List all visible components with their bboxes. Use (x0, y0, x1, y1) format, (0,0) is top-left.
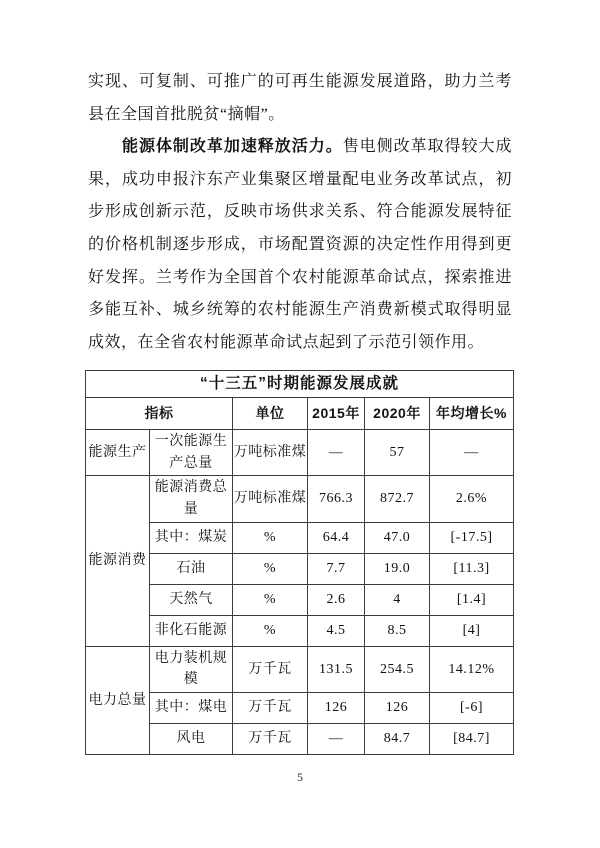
table-row (86, 476, 514, 522)
value-2020-cell: 84.7 (365, 724, 430, 755)
growth-cell: [1.4] (430, 584, 514, 615)
value-2020-cell: 4 (365, 584, 430, 615)
paragraph-line (88, 131, 512, 164)
column-header-unit: 单位 (233, 398, 308, 430)
paragraph-line: 实现、可复制、可推广的可再生能源发展道路，助力兰考 (88, 73, 512, 90)
page-number: 5 (297, 770, 303, 784)
column-header-2015: 2015年 (308, 398, 365, 430)
value-2020-cell: 19.0 (365, 553, 430, 584)
paragraph-text: 售电侧改革取得较大成 (342, 138, 512, 156)
group-cell-energy-consumption: 能源消费 (86, 476, 150, 646)
table-row (86, 615, 514, 646)
table-title-row (86, 371, 514, 398)
table-row (86, 693, 514, 724)
indicator-cell: 一次能源生产总量 (150, 430, 233, 476)
growth-cell: [84.7] (430, 724, 514, 755)
group-cell-power-total: 电力总量 (86, 646, 150, 754)
paragraph-line: 多能互补、城乡统筹的农村能源生产消费新模式取得明显 (88, 301, 512, 319)
table-row (86, 430, 514, 476)
paragraph-line: 好发挥。兰考作为全国首个农村能源革命试点，探索推进 (88, 268, 512, 286)
growth-cell: 2.6% (430, 476, 514, 522)
value-2015-cell: — (308, 724, 365, 755)
table-row (86, 646, 514, 692)
paragraph-line: 县在全国首批脱贫“摘帽”。 (88, 105, 285, 123)
value-2015-cell: 126 (308, 693, 365, 724)
value-2020-cell: 254.5 (365, 646, 430, 692)
table-row (86, 584, 514, 615)
indicator-cell: 能源消费总量 (150, 476, 233, 522)
unit-cell: % (233, 553, 308, 584)
growth-cell: [-17.5] (430, 522, 514, 553)
paragraph-line: 的价格机制逐步形成，市场配置资源的决定性作用得到更 (88, 235, 512, 253)
unit-cell: % (233, 522, 308, 553)
indicator-cell: 电力装机规模 (150, 646, 233, 692)
paragraph-line: 果，成功申报汴东产业集聚区增量配电业务改革试点，初 (88, 170, 512, 188)
table-row (86, 724, 514, 755)
column-header-growth: 年均增长% (430, 398, 514, 430)
value-2015-cell: 131.5 (308, 646, 365, 692)
growth-cell: [-6] (430, 693, 514, 724)
column-header-2020: 2020年 (365, 398, 430, 430)
indicator-cell: 天然气 (150, 584, 233, 615)
growth-cell: — (430, 430, 514, 476)
group-cell-energy-production: 能源生产 (86, 430, 150, 476)
unit-cell: 万千瓦 (233, 693, 308, 724)
value-2020-cell: 47.0 (365, 522, 430, 553)
value-2020-cell: 57 (365, 430, 430, 476)
achievements-table (85, 370, 514, 755)
table-row (86, 522, 514, 553)
indicator-cell: 石油 (150, 553, 233, 584)
growth-cell: 14.12% (430, 646, 514, 692)
unit-cell: 万千瓦 (233, 724, 308, 755)
indicator-cell: 其中：煤电 (150, 693, 233, 724)
column-header-indicator: 指标 (86, 398, 233, 430)
paragraph-line: 成效，在全省农村能源革命试点起到了示范引领作用。 (88, 333, 485, 351)
value-2015-cell: 7.7 (308, 553, 365, 584)
indicator-cell: 风电 (150, 724, 233, 755)
value-2020-cell: 872.7 (365, 476, 430, 522)
table-title: “十三五”时期能源发展成就 (86, 371, 514, 398)
value-2015-cell: 64.4 (308, 522, 365, 553)
unit-cell: % (233, 584, 308, 615)
value-2015-cell: 766.3 (308, 476, 365, 522)
growth-cell: [4] (430, 615, 514, 646)
unit-cell: 万吨标准煤 (233, 476, 308, 522)
unit-cell: % (233, 615, 308, 646)
value-2015-cell: — (308, 430, 365, 476)
value-2015-cell: 4.5 (308, 615, 365, 646)
value-2020-cell: 8.5 (365, 615, 430, 646)
growth-cell: [11.3] (430, 553, 514, 584)
indicator-cell: 其中：煤炭 (150, 522, 233, 553)
value-2020-cell: 126 (365, 693, 430, 724)
achievements-table-container (85, 370, 515, 755)
table-header-row (86, 398, 514, 430)
indicator-cell: 非化石能源 (150, 615, 233, 646)
table-row (86, 553, 514, 584)
unit-cell: 万千瓦 (233, 646, 308, 692)
paragraph-line: 步形成创新示范，反映市场供求关系、符合能源发展特征 (88, 203, 512, 221)
paragraph-bold-lead: 能源体制改革加速释放活力。 (122, 138, 343, 156)
unit-cell: 万吨标准煤 (233, 430, 308, 476)
body-text (88, 66, 512, 359)
value-2015-cell: 2.6 (308, 584, 365, 615)
